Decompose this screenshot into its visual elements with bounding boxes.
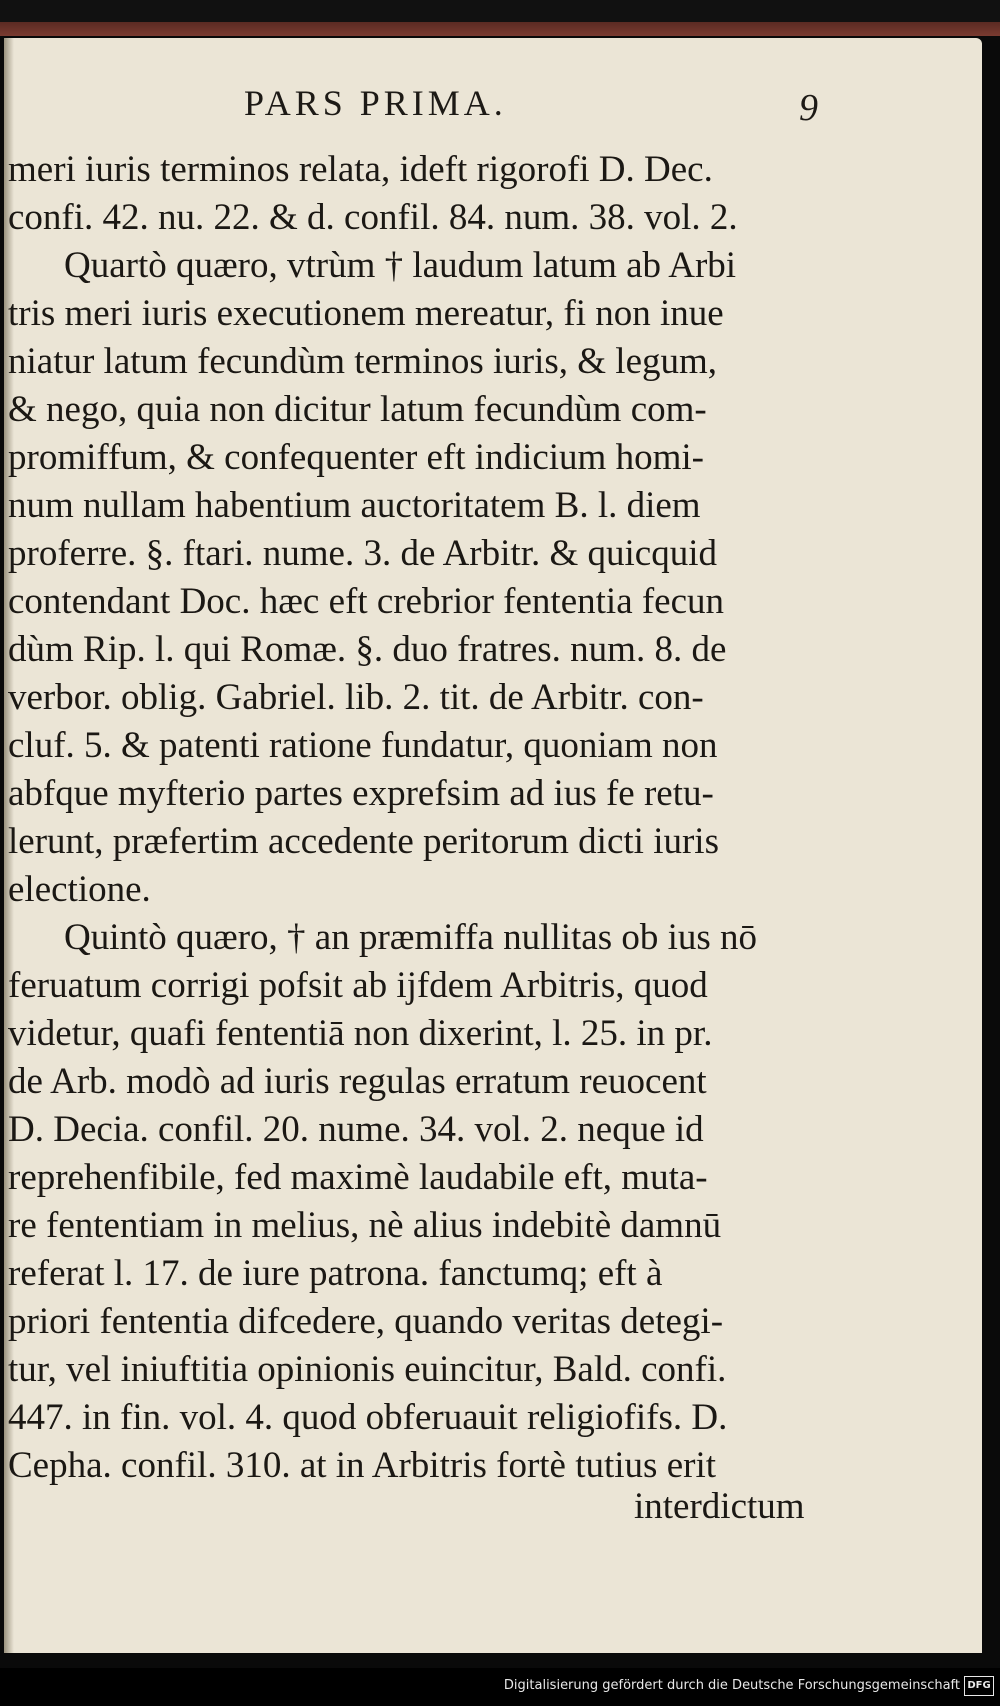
text-line: verbor. oblig. Gabriel. lib. 2. tit. de Arbitr. con- — [8, 677, 704, 718]
running-head: PARS PRIMA. — [244, 83, 507, 123]
page-header — [4, 82, 982, 142]
text-line: de Arb. modò ad iuris regulas erratum reuocent — [8, 1061, 707, 1102]
text-line: tur, vel iniuftitia opinionis euincitur, Bald. confi. — [8, 1349, 727, 1390]
text-line: electione. — [8, 869, 151, 910]
text-line: Cepha. confil. 310. at in Arbitris fortè tutius erit — [8, 1445, 717, 1486]
body-text — [8, 146, 838, 1490]
page-number: 9 — [799, 87, 818, 129]
dfg-logo-icon: DFG — [964, 1676, 994, 1696]
book-page — [4, 38, 982, 1653]
digitization-credit: Digitalisierung gefördert durch die Deutsche Forschungsgemeinschaft — [503, 1678, 960, 1693]
scan-top-edge — [0, 0, 1000, 36]
text-line: proferre. §. ftari. nume. 3. de Arbitr. & quicquid — [8, 533, 717, 574]
text-line: D. Decia. confil. 20. nume. 34. vol. 2. neque id — [8, 1109, 704, 1150]
text-line: promiffum, & confequenter eft indicium homi- — [8, 437, 704, 478]
catchword: interdictum — [634, 1486, 805, 1527]
footer-bar — [0, 1668, 1000, 1706]
text-line: Quartò quæro, vtrùm † laudum latum ab Arbi — [64, 245, 737, 286]
text-line: num nullam habentium auctoritatem B. l. diem — [8, 485, 701, 526]
text-line: 447. in fin. vol. 4. quod obferuauit religiofifs. D. — [8, 1397, 728, 1438]
text-line: videtur, quafi fententiā non dixerint, l. 25. in pr. — [8, 1013, 713, 1054]
text-line: priori fententia difcedere, quando veritas detegi- — [8, 1301, 724, 1342]
text-line: meri iuris terminos relata, ideft rigorofi D. Dec. — [8, 149, 713, 190]
text-line: tris meri iuris executionem mereatur, fi non inue — [8, 293, 724, 334]
text-line: Quintò quæro, † an præmiffa nullitas ob ius nō — [64, 917, 758, 958]
text-line: confi. 42. nu. 22. & d. confil. 84. num. 38. vol. 2. — [8, 197, 738, 238]
text-line: referat l. 17. de iure patrona. fanctumq; eft à — [8, 1253, 663, 1294]
text-line: & nego, quia non dicitur latum fecundùm com- — [8, 389, 707, 430]
text-line: lerunt, præfertim accedente peritorum dicti iuris — [8, 821, 719, 862]
text-line: contendant Doc. hæc eft crebrior fententia fecun — [8, 581, 725, 622]
text-line: reprehenfibile, fed maximè laudabile eft, muta- — [8, 1157, 708, 1198]
text-line: cluf. 5. & patenti ratione fundatur, quoniam non — [8, 725, 718, 766]
text-line: re fententiam in melius, nè alius indebitè damnū — [8, 1205, 722, 1246]
text-line: niatur latum fecundùm terminos iuris, & legum, — [8, 341, 718, 382]
text-line: dùm Rip. l. qui Romæ. §. duo fratres. num. 8. de — [8, 629, 727, 670]
text-line: abfque myfterio partes exprefsim ad ius fe retu- — [8, 773, 714, 814]
text-line: feruatum corrigi pofsit ab ijfdem Arbitris, quod — [8, 965, 708, 1006]
